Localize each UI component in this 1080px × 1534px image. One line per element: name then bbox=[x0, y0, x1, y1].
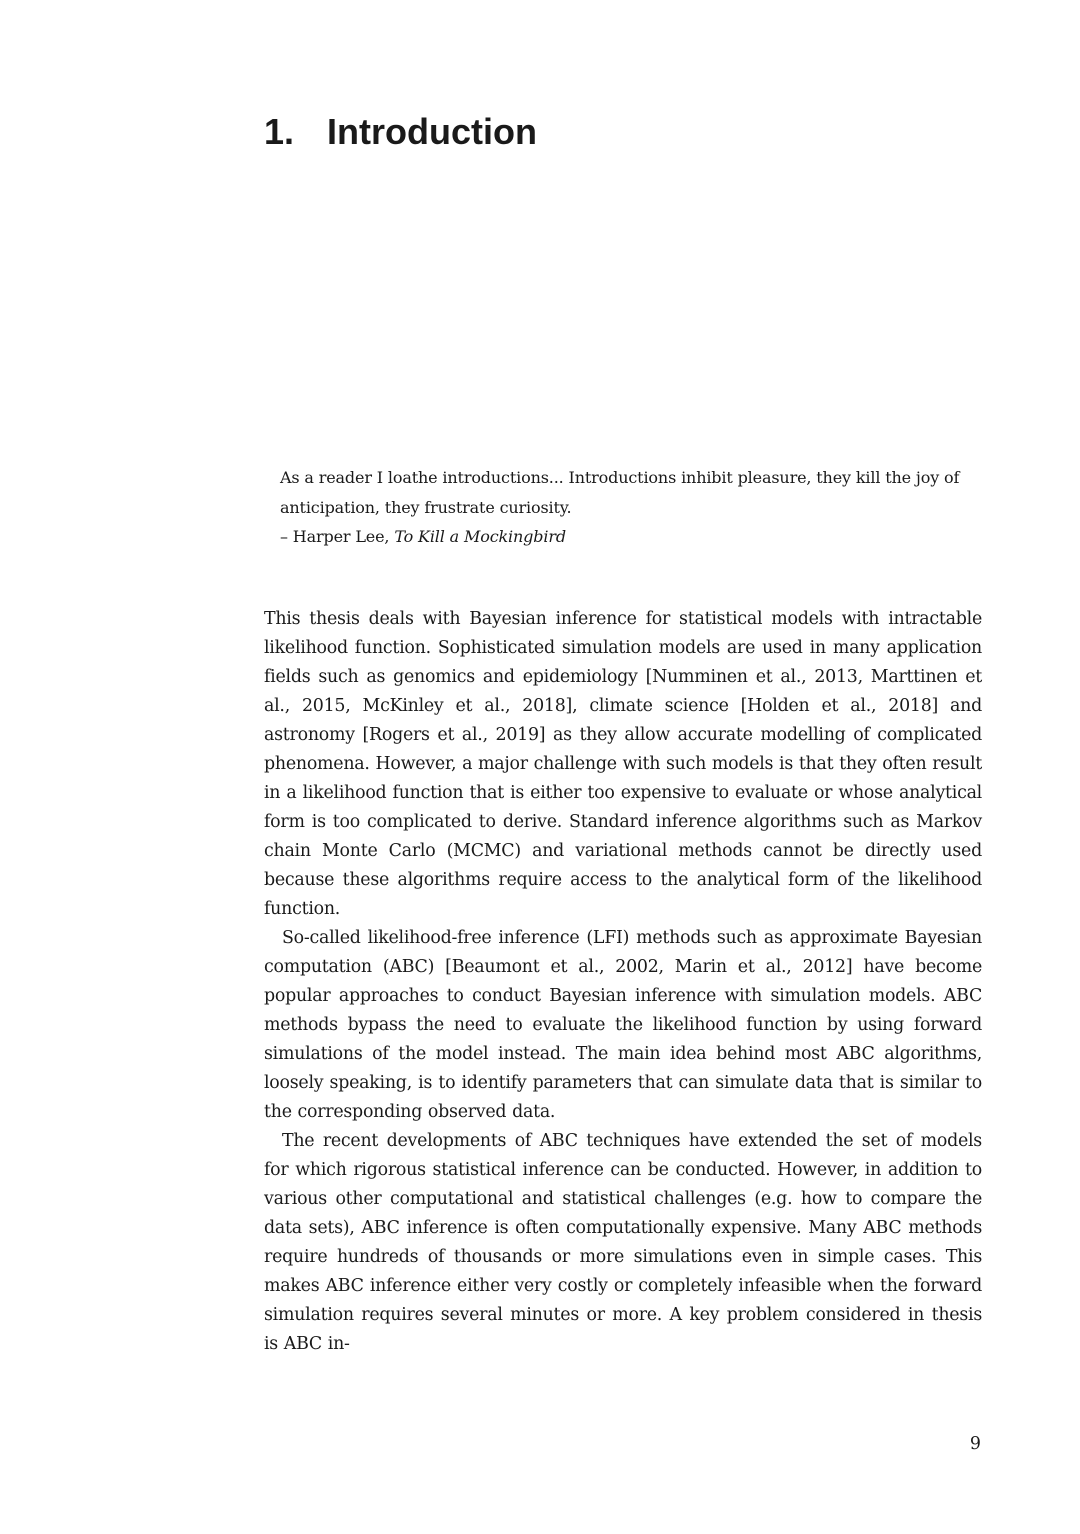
epigraph-attribution bbox=[280, 522, 982, 552]
paragraph: The recent developments of ABC techniques have extended the set of models for which rigorous statistical inference can be conducted. However, in addition to various other computational and statistical challenges (e.g. how to compare the data sets), ABC inference is often computationally expensive. Many ABC methods require hundreds of thousands or more simulations even in simple cases. This makes ABC inference either very costly or completely infeasible when the forward simulation requires several minutes or more. A key problem considered in thesis is ABC in- bbox=[264, 1131, 982, 1354]
page-number: 9 bbox=[969, 1434, 981, 1454]
body-text bbox=[264, 605, 982, 1359]
chapter-number: 1. bbox=[264, 111, 295, 152]
paragraph: So-called likelihood-free inference (LFI) methods such as approximate Bayesian computation (ABC) [Beaumont et al., 2002, Marin et al., 2012] have become popular approaches to conduct Bayesian inference with simulation models. ABC methods bypass the need to evaluate the likelihood function by using forward simulations of the model instead. The main idea behind most ABC algorithms, loosely speaking, is to identify parameters that can simulate data that is similar to the corresponding observed data. bbox=[264, 928, 982, 1122]
epigraph-work-title: To Kill a Mockingbird bbox=[394, 527, 566, 546]
epigraph bbox=[280, 463, 982, 552]
paragraph: This thesis deals with Bayesian inference for statistical models with intractable likelihood function. Sophisticated simulation models are used in many application fields such as genomics and epidemiology [Numminen et al., 2013, Marttinen et al., 2015, McKinley et al., 2018], climate science [Holden et al., 2018] and astronomy [Rogers et al., 2019] as they allow accurate modelling of complicated phenomena. However, a major challenge with such models is that they often result in a likelihood function that is either too expensive to evaluate or whose analytical form is too complicated to derive. Standard inference algorithms such as Markov chain Monte Carlo (MCMC) and variational methods cannot be directly used because these algorithms require access to the analytical form of the likelihood function. bbox=[264, 609, 982, 919]
epigraph-author: – Harper Lee, bbox=[280, 527, 395, 546]
chapter-title-text: Introduction bbox=[327, 111, 537, 152]
chapter-title bbox=[264, 108, 537, 156]
epigraph-quote: As a reader I loathe introductions... Introductions inhibit pleasure, they kill the joy of anticipation, they frustrate curiosity. bbox=[280, 468, 960, 517]
